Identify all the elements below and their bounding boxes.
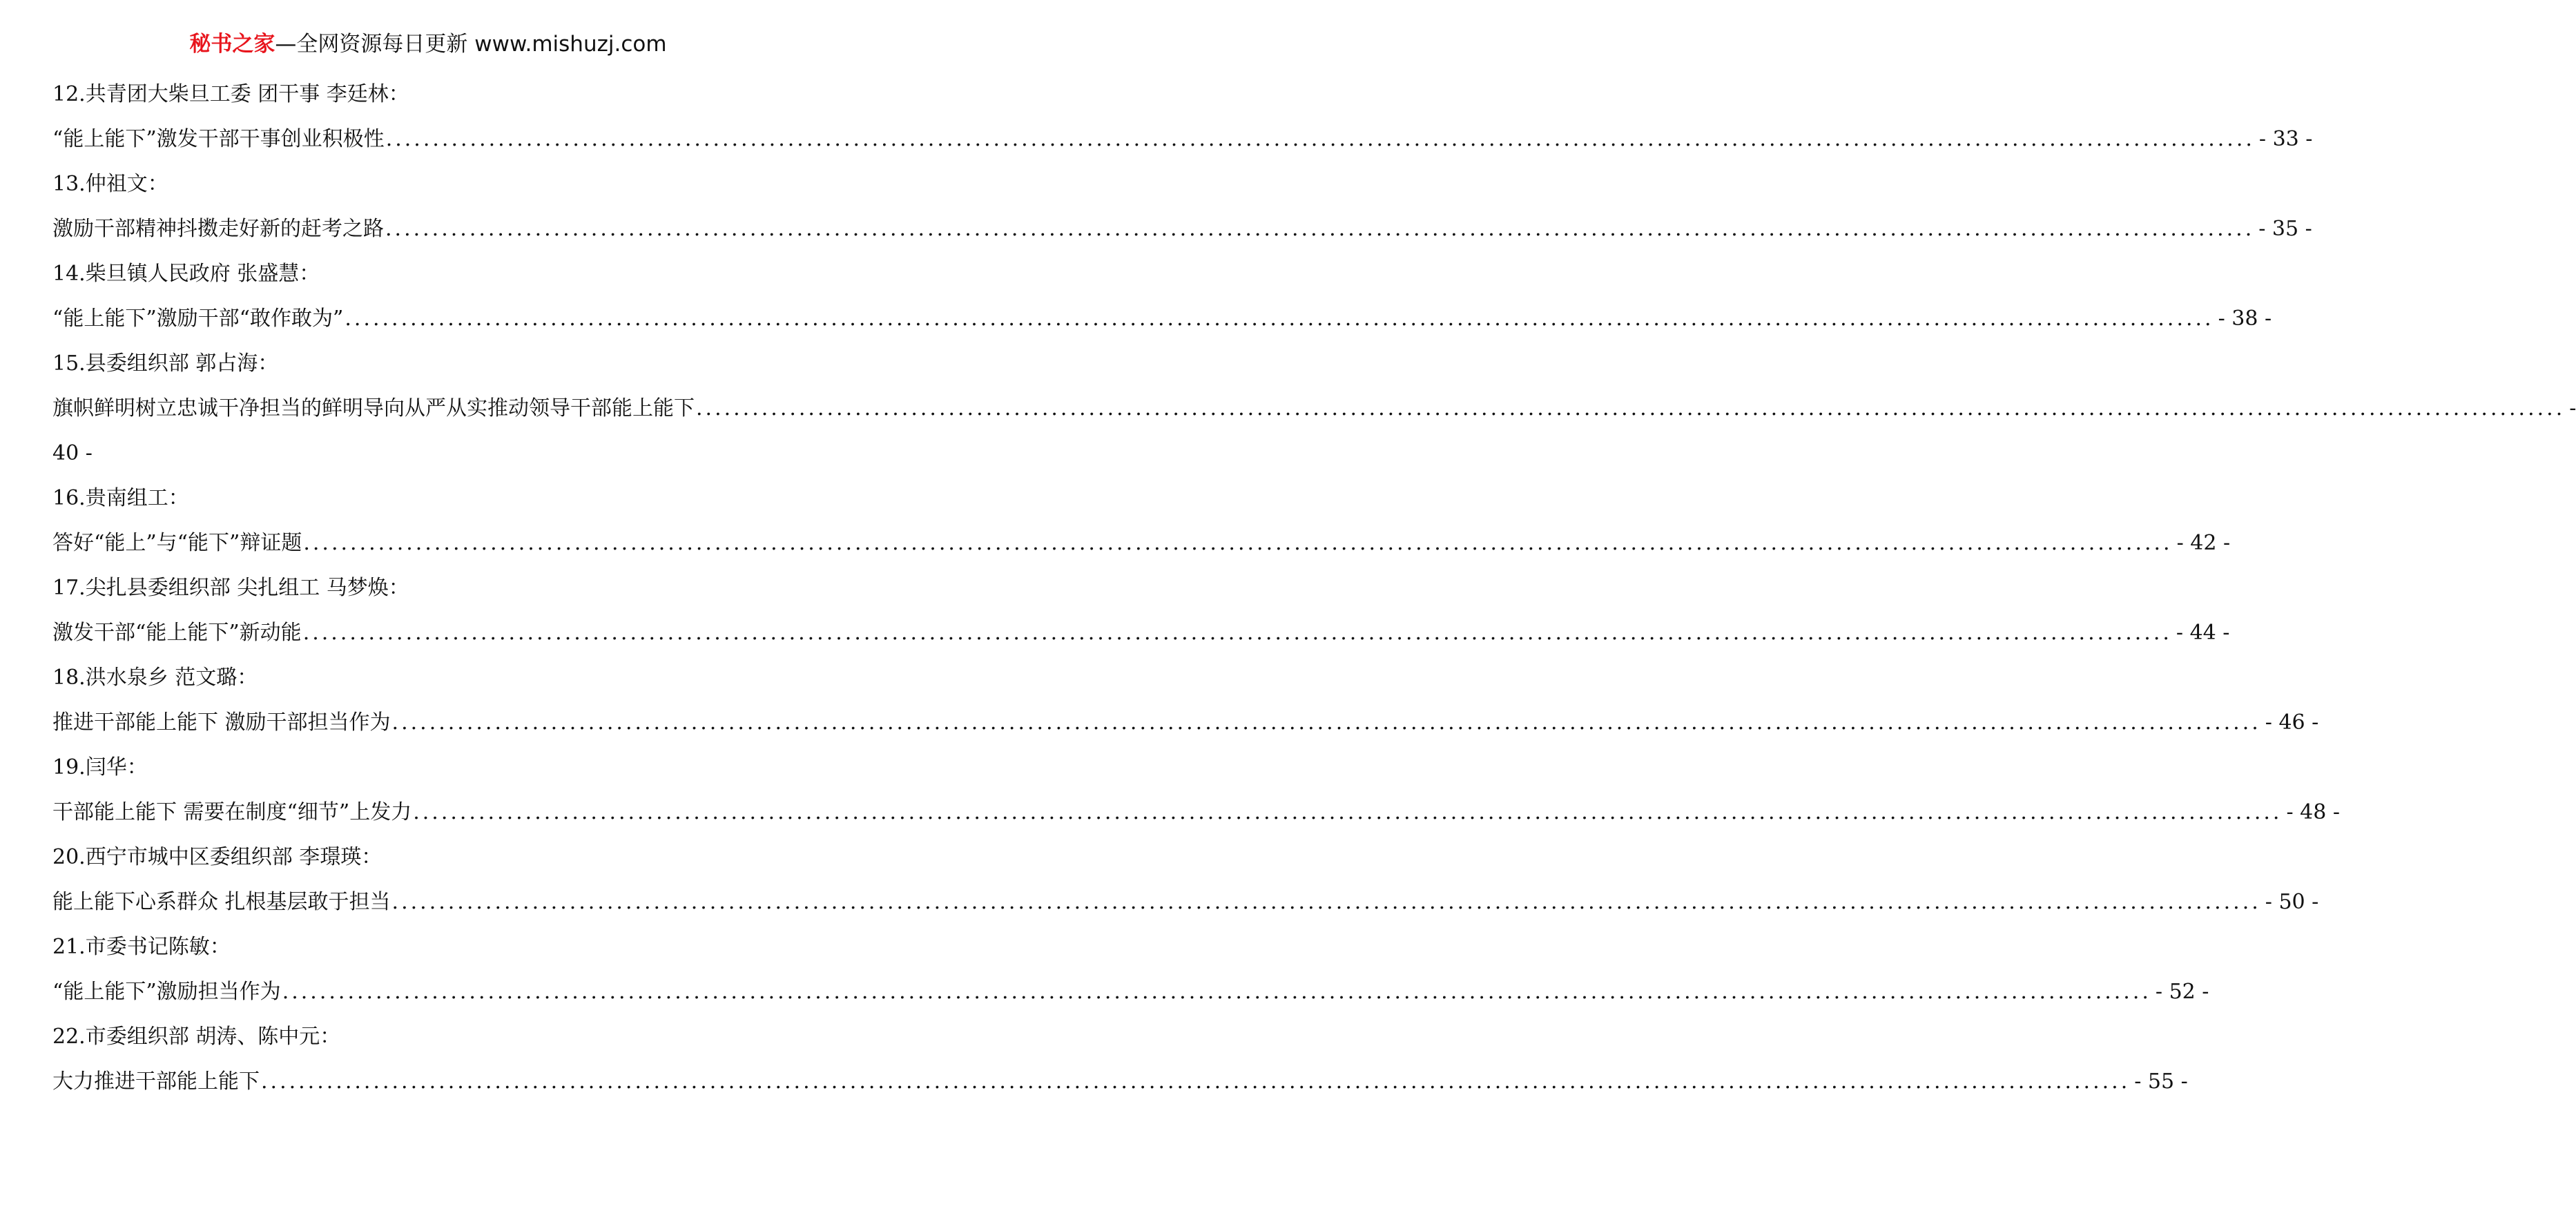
dot-leader: ........................................................................................................................................................................................................ (303, 531, 2173, 555)
toc-entry-title: 答好“能上”与“能下”辩证题 (52, 531, 302, 555)
toc-entry-title: 干部能上能下 需要在制度“细节”上发力 (52, 800, 412, 824)
toc-entry[interactable] (52, 386, 2576, 431)
dot-leader: ........................................................................................................................................................................................................ (391, 710, 2261, 735)
toc-entry-title: “能上能下”激励干部“敢作敢为” (52, 307, 344, 331)
toc-author: 16.贵南组工： (52, 486, 189, 510)
toc-page-number: - 55 - (2134, 1069, 2188, 1094)
toc-page-number: - 50 - (2265, 890, 2319, 914)
toc-author: 13.仲祖文： (52, 172, 168, 196)
toc-page-prefix: - (2569, 396, 2576, 420)
toc-page-number-continued: 40 - (52, 441, 93, 465)
dot-leader: ........................................................................................................................................................................................................ (391, 890, 2261, 914)
dot-leader: ........................................................................................................................................................................................................ (385, 127, 2255, 151)
toc-entry[interactable] (52, 1059, 2188, 1104)
toc-entry[interactable] (52, 296, 2272, 341)
dot-leader: ........................................................................................................................................................................................................ (345, 307, 2214, 331)
toc-entry-title: “能上能下”激励担当作为 (52, 980, 281, 1004)
toc-entry[interactable] (52, 700, 2319, 745)
dot-leader: ........................................................................................................................................................................................................ (282, 980, 2151, 1004)
toc-entry[interactable] (52, 969, 2209, 1014)
toc-author: 14.柴旦镇人民政府 张盛慧： (52, 262, 320, 286)
toc-entry[interactable] (52, 206, 2312, 251)
toc-entry-title: 旗帜鲜明树立忠诚干净担当的鲜明导向从严从实推动领导干部能上能下 (52, 396, 695, 420)
toc-page-number: - 44 - (2176, 621, 2230, 645)
dot-leader: ........................................................................................................................................................................................................ (696, 396, 2566, 420)
toc-entry-title: 大力推进干部能上能下 (52, 1069, 260, 1094)
dot-leader: ........................................................................................................................................................................................................ (385, 217, 2255, 241)
toc-entry[interactable] (52, 521, 2231, 565)
toc-page-number: - 38 - (2218, 307, 2272, 331)
toc-author: 17.尖扎县委组织部 尖扎组工 马梦焕： (52, 576, 409, 600)
toc-entry-title: 推进干部能上能下 激励干部担当作为 (52, 710, 391, 735)
toc-entry[interactable] (52, 790, 2340, 835)
toc-page-number: - 42 - (2176, 531, 2231, 555)
toc-entry-title: “能上能下”激发干部干事创业积极性 (52, 127, 385, 151)
toc-page-number: - 48 - (2286, 800, 2340, 824)
toc-entry[interactable] (52, 880, 2319, 924)
header-tagline: —全网资源每日更新 www.mishuzj.com (275, 32, 667, 57)
toc-entry[interactable] (52, 610, 2230, 655)
toc-entry-title: 激励干部精神抖擞走好新的赶考之路 (52, 217, 384, 241)
toc-author: 12.共青团大柴旦工委 团干事 李廷林： (52, 82, 409, 106)
toc-page-number: - 46 - (2265, 710, 2319, 735)
table-of-contents (52, 72, 2576, 1104)
toc-author: 18.洪水泉乡 范文璐： (52, 666, 258, 690)
toc-author: 20.西宁市城中区委组织部 李璟瑛： (52, 845, 382, 869)
dot-leader: ........................................................................................................................................................................................................ (413, 800, 2283, 824)
toc-entry-title: 能上能下心系群众 扎根基层敢于担当 (52, 890, 391, 914)
dot-leader: ........................................................................................................................................................................................................ (302, 621, 2172, 645)
page-header (0, 30, 856, 58)
toc-author: 21.市委书记陈敏： (52, 935, 231, 959)
toc-page-number: - 33 - (2258, 127, 2313, 151)
toc-author: 22.市委组织部 胡涛、陈中元： (52, 1025, 341, 1049)
dot-leader: ........................................................................................................................................................................................................ (261, 1069, 2131, 1094)
toc-author: 15.县委组织部 郭占海： (52, 351, 279, 376)
toc-author: 19.闫华： (52, 755, 148, 779)
brand-name: 秘书之家 (189, 32, 275, 57)
toc-page-number: - 52 - (2155, 980, 2209, 1004)
toc-entry-title: 激发干部“能上能下”新动能 (52, 621, 302, 645)
toc-entry[interactable] (52, 117, 2313, 162)
toc-page-number: - 35 - (2258, 217, 2312, 241)
